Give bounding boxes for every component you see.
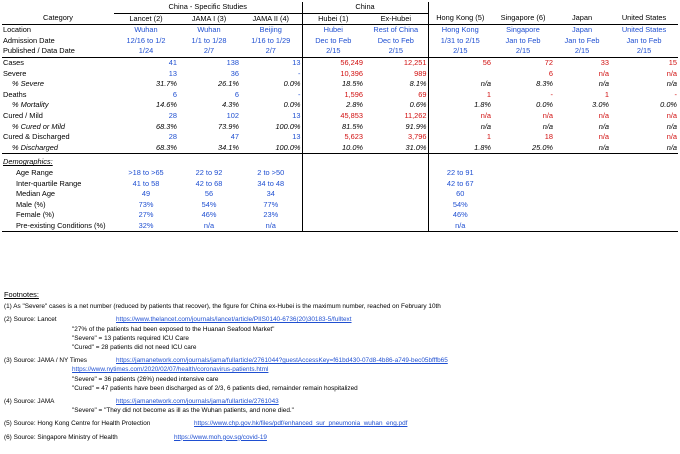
table-row: [2, 132, 678, 143]
table-cell: 18.5%: [302, 79, 364, 90]
table-cell: 2.8%: [302, 100, 364, 111]
table-cell: 2/15: [364, 46, 428, 57]
table-cell: n/a: [610, 143, 678, 154]
table-cell: n/a: [598, 68, 610, 78]
table-cell: n/a: [598, 110, 610, 120]
demographics-title: Demographics:: [3, 157, 53, 167]
footnote-4-source: (4) Source: JAMA: [4, 398, 55, 406]
table-cell: [302, 189, 364, 200]
table-cell: [240, 157, 302, 168]
table-cell: -: [298, 68, 301, 78]
table-row: [2, 90, 678, 101]
table-cell: 10,396: [302, 69, 364, 80]
table-cell: 41 to 58: [132, 178, 160, 188]
table-cell: Hong Kong: [428, 25, 492, 36]
footnote-2-cured: "Cured" = 28 patients did not need ICU care: [72, 344, 197, 352]
table-cell: 60: [428, 189, 492, 200]
group-header-row: [2, 2, 678, 13]
table-cell: 69: [418, 89, 427, 99]
table-cell: n/a: [542, 121, 554, 131]
table-cell: 46%: [201, 210, 217, 220]
table-cell: 1,596: [302, 90, 364, 101]
table-cell: [364, 210, 428, 221]
table-cell: [364, 189, 428, 200]
table-cell: n/a: [666, 132, 678, 142]
table-cell: n/a: [598, 79, 610, 89]
table-cell: 6: [234, 89, 239, 99]
table-cell: 1/16 to 1/29: [251, 35, 291, 45]
demographics-label: Age Range: [16, 167, 53, 177]
table-cell: [492, 210, 554, 221]
table-cell: [554, 210, 610, 221]
row-label: Location: [3, 25, 31, 35]
table-cell: 28: [168, 110, 177, 120]
table-row: [2, 69, 678, 80]
table-cell: [428, 157, 492, 168]
group-header-china-specific: China - Specific Studies: [114, 2, 302, 13]
table-row: [2, 111, 678, 122]
table-cell: 13: [292, 57, 301, 67]
table-cell: 11,262: [404, 110, 427, 120]
table-cell: [554, 179, 610, 190]
column-header: Hubei (1): [302, 13, 364, 25]
table-cell: [610, 189, 678, 200]
table-cell: 45,853: [302, 111, 364, 122]
table-cell: 1: [428, 90, 492, 101]
row-label: Cured / Mild: [3, 110, 43, 120]
table-cell: n/a: [428, 122, 492, 133]
table-cell: 3.0%: [592, 100, 610, 110]
footnote-2-link[interactable]: https://www.thelancet.com/journals/lancet/article/PIIS0140-6736(20)30183-5/fulltext: [116, 316, 352, 324]
table-cell: n/a: [178, 221, 240, 232]
table-cell: 34: [266, 189, 275, 199]
table-cell: 46%: [428, 210, 492, 221]
table-cell: n/a: [554, 143, 610, 154]
column-header: Category: [2, 13, 114, 25]
footnote-3-cured: "Cured" = 47 patients have been discharged as of 2/3, 6 patients died, remainder remain hospitalized: [72, 384, 358, 392]
row-label: Published / Data Date: [2, 46, 114, 57]
table-cell: [610, 168, 678, 179]
table-cell: 68.3%: [114, 143, 178, 154]
footnote-5-source: (5) Source: Hong Kong Centre for Health Protection: [4, 420, 151, 428]
table-cell: n/a: [428, 111, 492, 122]
group-header-blank: [2, 2, 114, 13]
table-cell: 47: [230, 132, 239, 142]
table-cell: 138: [226, 57, 239, 67]
table-cell: [610, 179, 678, 190]
table-cell: 34 to 48: [257, 178, 285, 188]
table-cell: Japan: [571, 25, 593, 35]
table-cell: 0.0%: [660, 100, 678, 110]
table-cell: 6: [172, 89, 177, 99]
table-cell: 34.1%: [178, 143, 240, 154]
table-cell: [364, 157, 428, 168]
column-header: Singapore (6): [492, 13, 554, 25]
table-cell: 32%: [114, 221, 178, 232]
column-header: Ex-Hubei: [364, 13, 428, 25]
table-cell: [492, 179, 554, 190]
table-cell: 4.3%: [222, 100, 239, 110]
table-cell: 28: [168, 132, 177, 142]
table-cell: n/a: [428, 221, 492, 232]
table-cell: 8.3%: [536, 79, 554, 89]
table-cell: >18 to >65: [128, 167, 164, 177]
table-cell: 13: [168, 68, 177, 78]
row-label: Cases: [3, 57, 24, 67]
table-cell: Wuhan: [197, 25, 221, 35]
table-cell: [302, 157, 364, 168]
table-cell: 73.9%: [218, 121, 239, 131]
row-label: Admission Date: [3, 35, 55, 45]
table-cell: [554, 189, 610, 200]
table-cell: 1.8%: [428, 100, 492, 111]
group-header-china: China: [302, 2, 428, 13]
row-label: % Cured or Mild: [12, 121, 65, 131]
row-label: Cured & Discharged: [3, 132, 70, 142]
table-cell: 2/15: [610, 46, 678, 57]
table-cell: -: [550, 89, 554, 99]
table-cell: 13: [292, 132, 301, 142]
demographics-row: [2, 179, 678, 190]
column-header: Japan: [554, 13, 610, 25]
table-cell: Wuhan: [134, 25, 158, 35]
demographics-label: Female (%): [16, 210, 55, 220]
column-header-row: [2, 13, 678, 25]
table-cell: [114, 157, 178, 168]
column-header: JAMA II (4): [240, 13, 302, 25]
table-cell: 0.6%: [409, 100, 427, 110]
table-cell: n/a: [666, 68, 678, 78]
table-cell: [554, 221, 610, 232]
table-cell: -: [298, 89, 301, 99]
table-cell: 102: [226, 110, 239, 120]
table-cell: 1.8%: [428, 143, 492, 154]
group-header-blank: [554, 2, 610, 13]
demographics-row: [2, 210, 678, 221]
table-cell: 2/15: [554, 46, 610, 57]
footnote-3-link-nytimes[interactable]: https://www.nytimes.com/2020/02/07/health/coronavirus-patients.html: [72, 366, 269, 374]
demographics-label: Pre-existing Conditions (%): [2, 221, 114, 232]
table-cell: 56: [204, 189, 214, 199]
table-cell: [492, 221, 554, 232]
row-label: % Severe: [12, 79, 45, 89]
table-cell: [492, 157, 554, 168]
table-cell: 26.1%: [218, 79, 239, 89]
footnote-6-link[interactable]: https://www.moh.gov.sg/covid-19: [174, 433, 267, 441]
table-cell: [610, 200, 678, 211]
table-cell: 3,796: [408, 132, 427, 142]
table-cell: n/a: [240, 221, 302, 232]
row-label: % Discharged: [2, 143, 114, 154]
table-cell: [302, 221, 364, 232]
demographics-label: Male (%): [16, 199, 46, 209]
footnote-4-link[interactable]: https://jamanetwork.com/journals/jama/fullarticle/2761043: [116, 398, 279, 406]
footnote-2-quote: "27% of the patients had been exposed to the Huanan Seafood Market": [72, 325, 275, 333]
table-cell: 1: [428, 132, 492, 143]
table-cell: 23%: [263, 210, 279, 220]
footnote-2-source: (2) Source: Lancet: [4, 316, 57, 324]
footnote-1: (1) As "Severe" cases is a net number (reduced by patients that recover), the figure for China ex-Hubei is the maximum number, reached on February 10th: [4, 303, 441, 311]
table-cell: 31.0%: [364, 143, 428, 154]
footnote-6-source: (6) Source: Singapore Ministry of Health: [4, 433, 118, 441]
table-cell: 77%: [263, 199, 279, 209]
column-header: Lancet (2): [114, 13, 178, 25]
table-cell: 1: [604, 89, 610, 99]
group-header-blank: [492, 2, 554, 13]
row-label: % Mortality: [12, 100, 49, 110]
table-cell: [428, 69, 492, 80]
column-header: United States: [610, 13, 678, 25]
table-cell: [492, 189, 554, 200]
column-header: JAMA I (3): [178, 13, 240, 25]
table-cell: [364, 200, 428, 211]
demographics-row: [2, 221, 678, 232]
table-cell: 91.9%: [405, 121, 427, 131]
table-cell: 2 to >50: [257, 167, 285, 177]
table-cell: 54%: [428, 200, 492, 211]
table-cell: [554, 168, 610, 179]
table-cell: 56: [428, 57, 492, 68]
table-row: [2, 79, 678, 90]
table-cell: 0.0%: [283, 100, 301, 110]
table-cell: 10.0%: [302, 143, 364, 154]
table-cell: Jan to Feb: [564, 35, 600, 45]
row-label: Deaths: [3, 89, 27, 99]
table-cell: [554, 200, 610, 211]
table-cell: 13: [292, 110, 301, 120]
table-cell: 33: [600, 57, 610, 67]
table-cell: 2/15: [428, 46, 492, 57]
table-cell: 42 to 68: [195, 178, 223, 188]
table-cell: [302, 168, 364, 179]
table-cell: 81.5%: [302, 122, 364, 133]
table-cell: 1/24: [114, 46, 178, 57]
table-cell: -: [674, 89, 678, 99]
table-cell: 18: [544, 132, 554, 142]
table-cell: 27%: [138, 210, 154, 220]
table-cell: n/a: [542, 110, 554, 120]
table-cell: Rest of China: [373, 25, 419, 35]
column-header: Hong Kong (5): [428, 13, 492, 25]
table-cell: 12/16 to 1/2: [126, 35, 166, 45]
footnote-3-severe: "Severe" = 36 patients (26%) needed intensive care: [72, 375, 219, 383]
table-cell: 14.6%: [156, 100, 177, 110]
table-cell: Singapore: [506, 25, 540, 35]
table-row: [2, 36, 678, 47]
table-cell: [302, 179, 364, 190]
table-cell: 22 to 92: [195, 167, 223, 177]
demographics-row: [2, 189, 678, 200]
table-cell: n/a: [428, 79, 492, 90]
demographics-label: Median Age: [16, 189, 56, 199]
table-cell: [178, 157, 240, 168]
table-cell: 36: [230, 68, 239, 78]
table-cell: 2/7: [240, 46, 302, 57]
table-cell: Jan to Feb: [505, 35, 541, 45]
table-cell: [492, 200, 554, 211]
table-cell: 5,623: [302, 132, 364, 143]
table-cell: 1/31 to 2/15: [428, 36, 492, 47]
demographics-row: [2, 200, 678, 211]
footnote-4-severe: "Severe" = "They did not become as ill as the Wuhan patients, and none died.": [72, 407, 294, 415]
table-cell: 100.0%: [240, 143, 302, 154]
demographics-row: [2, 168, 678, 179]
table-cell: [554, 157, 610, 168]
table-row: [2, 46, 678, 57]
footnote-5-link[interactable]: https://www.chp.gov.hk/files/pdf/enhanced_sur_pneumonia_wuhan_eng.pdf: [194, 420, 408, 428]
table-cell: [610, 210, 678, 221]
table-cell: 1/1 to 1/28: [191, 35, 227, 45]
table-cell: 56,249: [302, 57, 364, 68]
table-cell: 0.0%: [283, 79, 301, 89]
table-cell: Beijing: [259, 25, 282, 35]
group-header-blank: [610, 2, 678, 13]
table-row: [2, 25, 678, 36]
table-cell: [302, 200, 364, 211]
table-cell: [492, 168, 554, 179]
table-cell: 31.7%: [156, 79, 177, 89]
table-cell: Dec to Feb: [302, 36, 364, 47]
table-cell: 100.0%: [275, 121, 301, 131]
table-cell: [302, 210, 364, 221]
table-cell: 42 to 67: [428, 179, 492, 190]
table-row: [2, 122, 678, 133]
table-cell: 54%: [201, 199, 217, 209]
table-cell: 0.0%: [536, 100, 554, 110]
table-cell: [610, 221, 678, 232]
group-header-blank: [428, 2, 492, 13]
table-cell: Dec to Feb: [377, 35, 414, 45]
table-cell: n/a: [598, 132, 610, 142]
table-cell: United States: [621, 25, 667, 35]
table-cell: 12,251: [403, 57, 427, 67]
table-cell: [610, 157, 678, 168]
table-cell: 49: [141, 189, 151, 199]
table-cell: 2/15: [302, 46, 364, 57]
table-cell: 41: [168, 57, 177, 67]
table-cell: 15: [668, 57, 678, 67]
table-cell: 6: [548, 68, 554, 78]
footnotes: [4, 290, 676, 442]
table-row: [2, 57, 678, 68]
footnotes-title: Footnotes:: [4, 290, 39, 299]
table-cell: 73%: [138, 199, 154, 209]
table-cell: 72: [544, 57, 554, 67]
row-label: Severe: [3, 68, 27, 78]
table-cell: 989: [414, 68, 427, 78]
footnote-2-severe: "Severe" = 13 patients required ICU Care: [72, 334, 189, 342]
table-cell: [364, 168, 428, 179]
table-row: [2, 100, 678, 111]
table-cell: 8.1%: [409, 79, 427, 89]
table-cell: [364, 179, 428, 190]
footnote-3-source: (3) Source: JAMA / NY Times: [4, 357, 87, 365]
demographics-title-row: [2, 157, 678, 168]
table-cell: n/a: [666, 79, 678, 89]
table-cell: [364, 221, 428, 232]
covid-data-table: [2, 2, 678, 232]
table-cell: Jan to Feb: [626, 35, 662, 45]
table-cell: n/a: [666, 110, 678, 120]
table-cell: 2/7: [178, 46, 240, 57]
table-cell: 22 to 91: [428, 168, 492, 179]
table-row: [2, 143, 678, 154]
table-cell: 68.3%: [156, 121, 177, 131]
table-cell: 2/15: [492, 46, 554, 57]
table-cell: n/a: [666, 121, 678, 131]
table-cell: Hubei: [302, 25, 364, 36]
footnote-3-link-jama[interactable]: https://jamanetwork.com/journals/jama/fullarticle/2761044?guestAccessKey=f61bd430-07d8-4b86-a749-bec05bfffb65: [116, 357, 448, 365]
demographics-label: Inter-quartile Range: [16, 178, 82, 188]
table-cell: 25.0%: [492, 143, 554, 154]
table-cell: n/a: [598, 121, 610, 131]
